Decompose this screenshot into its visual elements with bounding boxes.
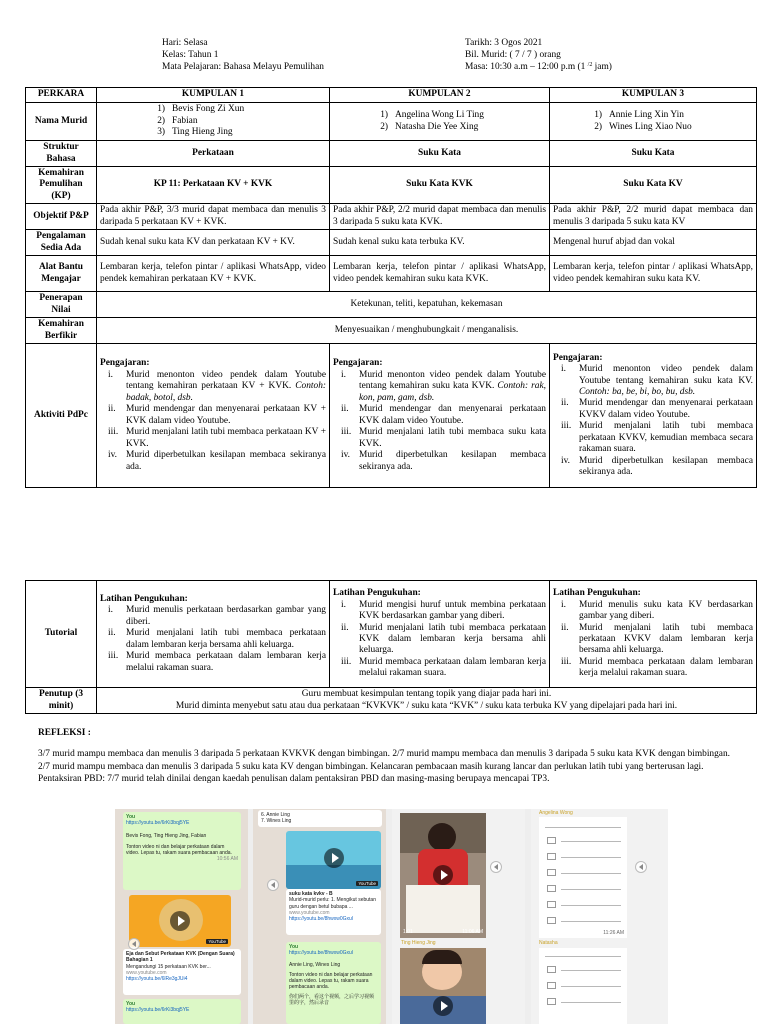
video-site: www.youtube.com	[126, 969, 167, 976]
nav-arrow-icon[interactable]	[490, 861, 502, 873]
cell-pengalaman-k2: Sudah kenal suku kata terbuka KV.	[330, 230, 550, 256]
list-numeral: iv.	[561, 455, 571, 466]
chat-link: https://youtu.be/6rKi3bqj5YE	[126, 820, 190, 827]
tutorial-list	[333, 600, 546, 680]
sender-label: You	[289, 944, 299, 950]
cell-aktiviti-k3	[550, 344, 757, 488]
list-numeral: i.	[341, 599, 346, 610]
ws-line	[561, 986, 621, 987]
video-thumbnail[interactable]	[286, 831, 381, 889]
list-number: 2)	[380, 121, 388, 132]
table-header-row	[26, 88, 757, 103]
photo-child-head	[428, 823, 456, 851]
video-thumbnail[interactable]	[129, 895, 231, 947]
activity-item	[553, 456, 753, 479]
ws-line	[561, 905, 621, 906]
chat-time: 10:56 AM	[216, 856, 238, 863]
list-text: Murid menjalani latih tubi membaca perkataan KVK dalam lembaran kerja bersama ahli keluarga.	[359, 622, 546, 656]
penutup-line-2: Murid diminta menyebut satu atau dua perkataan “KVKVK” / suku kata “KVK” / suku kata terbuka KV yang dipelajari pada hari ini.	[175, 700, 678, 711]
cell-pengalaman-k3: Mengenal huruf abjad dan vokal	[550, 230, 757, 256]
row-label: Pengalaman Sedia Ada	[26, 230, 97, 256]
list-numeral: i.	[561, 364, 566, 375]
activity-item	[553, 364, 753, 398]
cell-objektif-k2: Pada akhir P&P, 2/2 murid dapat membaca dan menulis 3 daripada 5 suku kata KVK.	[330, 204, 550, 230]
video-duration: 1:01	[403, 929, 413, 935]
video-desc: Mengandungi 15 perkataan KVK ber...	[126, 963, 211, 970]
nav-arrow-icon[interactable]	[267, 879, 279, 891]
activity-item	[100, 427, 326, 450]
whatsapp-screenshot-k3	[253, 809, 386, 1024]
row-penutup	[26, 688, 757, 714]
student-name-text: Wines Ling Xiao Nuo	[609, 121, 692, 132]
row-label: Aktiviti PdPc	[26, 344, 97, 488]
row-label: Penutup (3 minit)	[26, 688, 97, 714]
tutorial-list	[100, 605, 326, 674]
col-kumpulan-2: KUMPULAN 2	[330, 88, 550, 103]
list-numeral: ii.	[561, 622, 569, 633]
list-numeral: i.	[561, 599, 566, 610]
chat-message: Tonton video ni dan belajar perkataan dalam video. Lepas tu, rakam suara pembacaan anda.	[126, 843, 232, 856]
chat-link: https://youtu.be/6lRe3gJUi4	[126, 976, 188, 982]
list-numeral: iii.	[341, 656, 352, 667]
list-text: Murid menonton video pendek dalam Youtube tentang kemahiran perkataan KV + KVK. Contoh: badak, botol, dsb.	[126, 369, 327, 403]
list-numeral: iii.	[561, 421, 572, 432]
student-name-text: Natasha Die Yee Xing	[395, 121, 479, 132]
list-text: Murid diperbetulkan kesilapan membaca sekiranya ada.	[359, 450, 546, 472]
row-berfikir	[26, 318, 757, 344]
list-text: Murid membaca perkataan dalam lembaran kerja melalui rakaman suara.	[579, 656, 753, 679]
row-kemahiran	[26, 167, 757, 204]
chat-names: Bevis Fong, Ting Hieng Jing, Fabian	[126, 832, 207, 839]
list-numeral: ii.	[108, 404, 116, 415]
activity-title: Pengajaran:	[333, 358, 383, 369]
list-text: Murid menjalani latih tubi membaca perkataan KV + KVK.	[126, 427, 326, 449]
chat-link: https://youtu.be/6rKi3bqj5YE	[126, 1007, 190, 1014]
activity-title: Pengajaran:	[553, 352, 603, 363]
list-number: 3)	[157, 127, 165, 138]
cell-abm-k1: Lembaran kerja, telefon pintar / aplikasi WhatsApp, video pendek kemahiran perkataan KV + KVK.	[97, 256, 330, 292]
chat-message: Tonton video ni dan belajar perkataan dalam video. Lepas tu, rakam suara pembacaan anda.	[289, 971, 373, 991]
student-name-text: Angelina Wong Li Ting	[395, 110, 484, 121]
ws-box	[547, 982, 556, 989]
list-text: Murid menonton video pendek dalam Youtube tentang kemahiran suku kata KV. Contoh: ba, be, bi, bo, bu, dsb.	[579, 364, 753, 397]
lesson-header	[0, 38, 768, 78]
list-number: 1)	[594, 110, 602, 121]
row-label: Tutorial	[26, 581, 97, 688]
list-numeral: iii.	[561, 656, 572, 667]
ws-box	[547, 885, 556, 892]
photo-time: 11:26 AM	[603, 929, 624, 936]
header-right	[465, 38, 612, 74]
list-numeral: ii.	[561, 398, 569, 409]
refleksi-section	[38, 728, 730, 785]
tutorial-item	[553, 623, 753, 657]
activity-item	[553, 398, 753, 421]
student-name	[150, 116, 326, 127]
video-title: suku kata kvkv - B	[289, 891, 333, 897]
list-numeral: iii.	[341, 427, 352, 438]
ws-line	[561, 857, 621, 858]
student-name	[587, 110, 753, 121]
chat-names: Annie Ling, Wines Ling	[289, 961, 341, 968]
activity-item	[333, 427, 546, 450]
row-label: Penerapan Nilai	[26, 292, 97, 318]
lesson-plan-table	[25, 87, 757, 488]
link-preview[interactable]	[123, 949, 241, 995]
row-abm	[26, 256, 757, 292]
ws-box	[547, 901, 556, 908]
ws-box	[547, 966, 556, 973]
youtube-icon: YouTube	[358, 880, 376, 886]
list-text: Murid menjalani latih tubi membaca perkataan KVKV, kemudian membaca secara rakaman suara.	[579, 421, 753, 455]
tarikh: Tarikh: 3 Ogos 2021	[465, 38, 543, 48]
activity-item	[100, 370, 326, 404]
activity-title: Pengajaran:	[100, 358, 150, 369]
list-numeral: iv.	[341, 450, 351, 461]
video-site: www.youtube.com	[289, 909, 330, 916]
ws-box	[547, 869, 556, 876]
chat-bubble: 6. Annie Ling 7. Wines Ling	[258, 810, 382, 827]
activity-list	[333, 370, 546, 473]
photo-child-hair	[422, 950, 462, 964]
student-list	[100, 104, 326, 138]
cell-kemahiran-k1: KP 11: Perkataan KV + KVK	[97, 167, 330, 204]
chat-bubble	[123, 999, 241, 1024]
activity-item	[100, 404, 326, 427]
list-numeral: ii.	[341, 404, 349, 415]
col-kumpulan-1: KUMPULAN 1	[97, 88, 330, 103]
list-text: Murid menulis suku kata KV berdasarkan gambar yang diberi.	[579, 599, 753, 622]
tutorial-title: Latihan Pengukuhan:	[333, 588, 421, 599]
masa-post: jam)	[592, 62, 612, 72]
row-pengalaman	[26, 230, 757, 256]
activity-item	[553, 421, 753, 455]
evidence-gallery	[115, 809, 668, 1024]
list-numeral: i.	[108, 369, 113, 380]
cell-penerapan: Ketekunan, teliti, kepatuhan, kekemasan	[97, 292, 757, 318]
nav-arrow-icon[interactable]	[635, 861, 647, 873]
pbd-paragraph: Pentaksiran PBD: 7/7 murid telah dinilai dengan kaedah penulisan dalam pentaksiran PBD dan masing-masing berupaya mencapai TP3.	[38, 773, 550, 784]
cell-tutorial-k3	[550, 581, 757, 688]
cell-kemahiran-k3: Suku Kata KV	[550, 167, 757, 204]
student-name	[373, 110, 546, 121]
cell-objektif-k3: Pada akhir P&P, 2/2 murid dapat membaca dan menulis 3 daripada 5 suku kata KV	[550, 204, 757, 230]
photo-time: 11:06 AM	[462, 929, 483, 935]
activity-item	[100, 450, 326, 473]
chat-message-chinese: 你们两个，看这个视频，之后学习视频里的字，然后录音	[289, 993, 375, 1006]
cell-nama-k1	[97, 103, 330, 141]
masa-pre: Masa: 10:30 a.m – 12:00 p.m (1	[465, 62, 588, 72]
tutorial-item	[100, 605, 326, 628]
photo-worksheet	[406, 885, 480, 933]
video-desc: Murid-murid perlu: 1. Mengikut sebutan guru dengan betul bubapa ...	[289, 897, 376, 910]
play-icon[interactable]	[170, 911, 190, 931]
tutorial-item	[553, 600, 753, 623]
list-number: 2)	[594, 121, 602, 132]
list-numeral: iii.	[108, 427, 119, 438]
refleksi-paragraph: 3/7 murid mampu membaca dan menulis 3 daripada 5 perkataan KVKVK dengan bimbingan. 2/7 murid mampu membaca dan menulis 3 daripada 5 suku kata KVK dengan bimbingan. 2/7 murid mampu membaca dan menulis 3 daripada 5 suku kata KV dengan bimbingan. Kelancaran pembacaan masih kurang lancar dan perlukan latih tubi yang berterusan lagi.	[38, 749, 730, 772]
worksheet-photo[interactable]	[539, 817, 627, 938]
cell-pengalaman-k1: Sudah kenal suku kata KV dan perkataan KV + KV.	[97, 230, 330, 256]
student-name-text: Annie Ling Xin Yin	[609, 110, 684, 121]
ws-box	[547, 998, 556, 1005]
tutorial-list	[553, 600, 753, 680]
nav-arrow-icon[interactable]	[128, 938, 140, 950]
list-text: Murid menjalani latih tubi membaca perkataan dalam lembaran kerja bersama ahli keluarga.	[126, 628, 326, 650]
row-tutorial	[26, 581, 757, 688]
activity-item	[333, 450, 546, 473]
hari: Hari: Selasa	[162, 38, 208, 48]
ws-line	[561, 873, 621, 874]
row-struktur	[26, 141, 757, 167]
student-worksheets	[531, 809, 668, 1024]
list-text: Murid mendengar dan menyenarai perkataan KVK dalam video Youtube.	[359, 404, 546, 426]
row-label: Nama Murid	[26, 103, 97, 141]
list-numeral: i.	[341, 369, 346, 380]
cell-struktur-k2: Suku Kata	[330, 141, 550, 167]
student-list	[553, 110, 753, 133]
activity-list	[100, 370, 326, 473]
example-text: Contoh: rak, kon, pam, gam, dsb.	[359, 381, 546, 403]
cell-penutup	[97, 688, 757, 714]
list-numeral: ii.	[108, 628, 116, 639]
ws-box	[547, 853, 556, 860]
cell-abm-k3: Lembaran kerja, telefon pintar / aplikasi WhatsApp, video pendek kemahiran suku kata KV.	[550, 256, 757, 292]
youtube-icon: YouTube	[208, 938, 226, 944]
tutorial-title: Latihan Pengukuhan:	[553, 588, 641, 599]
masa	[465, 62, 612, 74]
tutorial-item	[100, 628, 326, 651]
student-photos	[392, 809, 525, 1024]
cell-struktur-k1: Perkataan	[97, 141, 330, 167]
penutup-line-1: Guru membuat kesimpulan tentang topik yang diajar pada hari ini.	[301, 689, 552, 700]
tutorial-item	[333, 657, 546, 680]
chat-link: https://youtu.be/8hwxw0Gxul	[289, 916, 353, 922]
ws-line	[561, 921, 621, 922]
row-aktiviti	[26, 344, 757, 488]
tutorial-item	[553, 657, 753, 680]
header-left	[162, 38, 324, 74]
col-kumpulan-3: KUMPULAN 3	[550, 88, 757, 103]
play-icon[interactable]	[324, 848, 344, 868]
cell-struktur-k3: Suku Kata	[550, 141, 757, 167]
student-name-label: Angelina Wong	[539, 810, 573, 816]
list-numeral: iv.	[108, 450, 118, 461]
student-name-text: Ting Hieng Jing	[172, 127, 233, 138]
col-perkara: PERKARA	[26, 88, 97, 103]
cell-aktiviti-k1	[97, 344, 330, 488]
row-label: Alat Bantu Mengajar	[26, 256, 97, 292]
cell-tutorial-k2	[330, 581, 550, 688]
video-title: Eja dan Sebut Perkataan KVK (Dengan Suara) Bahagian 1	[126, 951, 235, 964]
play-icon[interactable]	[433, 996, 453, 1016]
student-name	[587, 122, 753, 133]
list-text: Murid diperbetulkan kesilapan membaca sekiranya ada.	[126, 450, 326, 472]
list-text: Murid diperbetulkan kesilapan membaca sekiranya ada.	[579, 455, 753, 478]
tutorial-item	[333, 600, 546, 623]
cell-abm-k2: Lembaran kerja, telefon pintar / aplikasi WhatsApp, video pendek kemahiran suku kata KVK.	[330, 256, 550, 292]
cell-tutorial-k1	[97, 581, 330, 688]
list-number: 2)	[157, 115, 165, 126]
masa-frac: /2	[587, 62, 593, 68]
row-label: Kemahiran Berfikir	[26, 318, 97, 344]
student-writing-photo[interactable]	[400, 813, 486, 938]
cell-berfikir: Menyesuaikan / menghubungkait / menganalisis.	[97, 318, 757, 344]
list-numeral: i.	[108, 605, 113, 616]
example-text: Contoh: badak, botol, dsb.	[126, 381, 327, 403]
tutorial-item	[333, 623, 546, 657]
chat-bubble	[123, 812, 241, 890]
sender-label: You	[126, 1001, 136, 1007]
whatsapp-screenshot-k1	[115, 809, 248, 1024]
link-preview[interactable]	[286, 889, 381, 935]
list-number: 1)	[380, 110, 388, 121]
student-name-label: Ting Hieng Jing	[401, 940, 436, 946]
student-list	[333, 110, 546, 133]
chat-link: https://youtu.be/8hwxw0Gxul	[289, 950, 353, 957]
list-text: Murid menonton video pendek dalam Youtube tentang kemahiran suku kata KVK. Contoh: rak, kon, pam, gam, dsb.	[359, 369, 546, 403]
row-label: Kemahiran Pemulihan (KP)	[26, 167, 97, 204]
student-name	[150, 127, 326, 138]
list-text: Murid membaca perkataan dalam lembaran kerja melalui rakaman suara.	[126, 651, 326, 673]
row-objektif	[26, 204, 757, 230]
ws-line	[545, 827, 621, 828]
ws-box	[547, 917, 556, 924]
student-name	[373, 122, 546, 133]
example-text: Contoh: ba, be, bi, bo, bu, dsb.	[579, 386, 696, 397]
list-numeral: iii.	[108, 651, 119, 662]
lesson-plan-table-continued	[25, 580, 757, 714]
list-text: Murid membaca perkataan dalam lembaran kerja melalui rakaman suara.	[359, 656, 546, 679]
student-name-text: Bevis Fong Zi Xun	[172, 104, 245, 115]
student-name	[150, 104, 326, 115]
chat-bubble	[286, 942, 381, 1024]
worksheet-photo[interactable]	[539, 948, 627, 1024]
ws-box	[547, 837, 556, 844]
student-name-text: Fabian	[172, 115, 198, 126]
cell-kemahiran-k2: Suku Kata KVK	[330, 167, 550, 204]
list-number: 1)	[157, 104, 165, 115]
activity-list	[553, 364, 753, 479]
ws-line	[561, 970, 621, 971]
kelas: Kelas: Tahun 1	[162, 50, 219, 60]
ws-line	[561, 841, 621, 842]
list-text: Murid mendengar dan menyenarai perkataan KV + KVK dalam video Youtube.	[126, 404, 326, 426]
cell-aktiviti-k2	[330, 344, 550, 488]
activity-item	[333, 370, 546, 404]
sender-label: You	[126, 814, 136, 820]
list-text: Murid menjalani latih tubi membaca perkataan KVKV dalam lembaran kerja bersama ahli keluarga.	[579, 622, 753, 656]
tutorial-title: Latihan Pengukuhan:	[100, 593, 188, 604]
list-text: Murid menulis perkataan berdasarkan gambar yang diberi.	[126, 605, 326, 627]
ws-line	[561, 889, 621, 890]
row-penerapan	[26, 292, 757, 318]
play-icon[interactable]	[433, 865, 453, 885]
bil-murid: Bil. Murid: ( 7 / 7 ) orang	[465, 50, 561, 60]
cell-nama-k2	[330, 103, 550, 141]
mata-pelajaran: Mata Pelajaran: Bahasa Melayu Pemulihan	[162, 62, 324, 72]
refleksi-title: REFLEKSI :	[38, 728, 91, 738]
student-reading-photo[interactable]	[400, 948, 486, 1024]
cell-nama-k3	[550, 103, 757, 141]
list-text: Murid mengisi huruf untuk membina perkataan KVK berdasarkan gambar yang diberi.	[359, 599, 546, 622]
row-label: Objektif P&P	[26, 204, 97, 230]
ws-line	[545, 956, 621, 957]
cell-objektif-k1: Pada akhir P&P, 3/3 murid dapat membaca dan menulis 3 daripada 5 perkataan KV + KVK.	[97, 204, 330, 230]
list-text: Murid mendengar dan menyenarai perkataan KVKV dalam video Youtube.	[579, 398, 753, 420]
list-text: Murid menjalani latih tubi membaca suku kata KVK.	[359, 427, 546, 449]
activity-item	[333, 404, 546, 427]
tutorial-item	[100, 651, 326, 674]
row-nama-murid	[26, 103, 757, 141]
ws-line	[561, 1002, 621, 1003]
list-numeral: ii.	[341, 622, 349, 633]
row-label: Struktur Bahasa	[26, 141, 97, 167]
student-name-label: Natasha	[539, 940, 558, 946]
